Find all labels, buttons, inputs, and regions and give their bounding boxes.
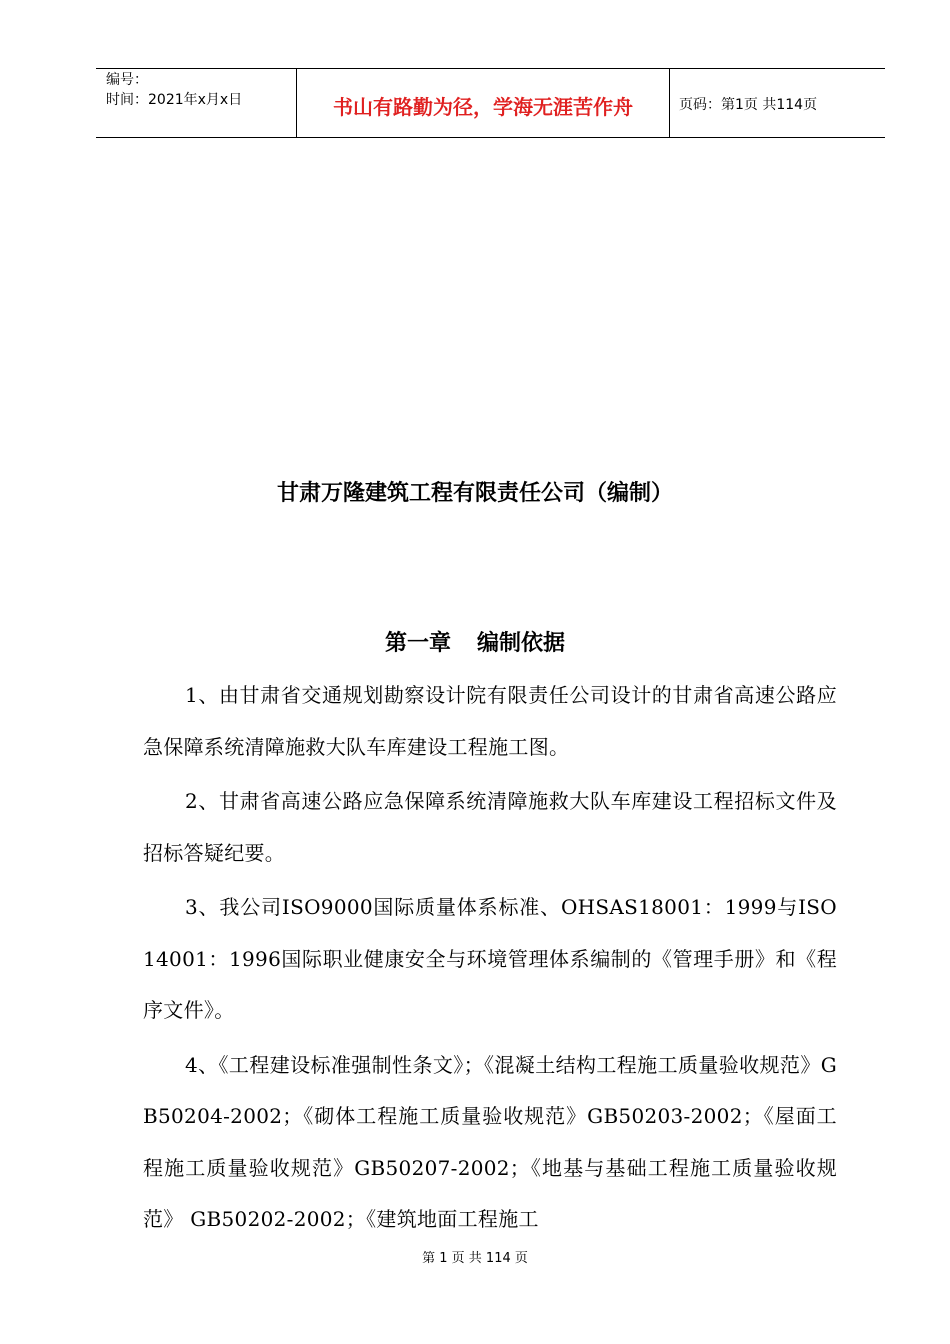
chapter-heading [0, 626, 950, 657]
document-time-label: 时间：2021年x月x日 [106, 92, 243, 108]
company-title: 甘肃万隆建筑工程有限责任公司（编制） [276, 481, 673, 506]
paragraph-4: 4、《工程建设标准强制性条文》；《混凝土结构工程施工质量验收规范》GB50204-2002；《砌体工程施工质量验收规范》GB50203-2002；《屋面工程施工质量验收规范》GB50207-2002；《地基与基础工程施工质量验收规范》 GB50202-2002；《建筑地面工程施工 [143, 1052, 837, 1231]
document-body [143, 670, 837, 1249]
chapter-title: 编制依据 [477, 631, 566, 656]
header-page-cell [669, 69, 885, 137]
chapter-number: 第一章 [384, 631, 451, 656]
paragraph-2: 2、甘肃省高速公路应急保障系统清障施救大队车库建设工程招标文件及招标答疑纪要。 [143, 789, 837, 865]
document-number-label: 编号： [106, 72, 148, 88]
page-footer: 第 1 页 共 114 页 [422, 1251, 528, 1266]
paragraph-1: 1、由甘肃省交通规划勘察设计院有限责任公司设计的甘肃省高速公路应急保障系统清障施救大队车库建设工程施工图。 [143, 683, 837, 759]
header-motto-cell [296, 69, 670, 137]
header-page-info: 页码：第1页 共114页 [679, 97, 818, 113]
header-meta-cell [96, 69, 296, 137]
page-header [96, 68, 885, 138]
paragraph-3: 3、我公司ISO9000国际质量体系标准、OHSAS18001：1999与ISO14001：1996国际职业健康安全与环境管理体系编制的《管理手册》和《程序文件》。 [143, 895, 837, 1022]
header-motto: 书山有路勤为径，学海无涯苦作舟 [333, 95, 633, 119]
